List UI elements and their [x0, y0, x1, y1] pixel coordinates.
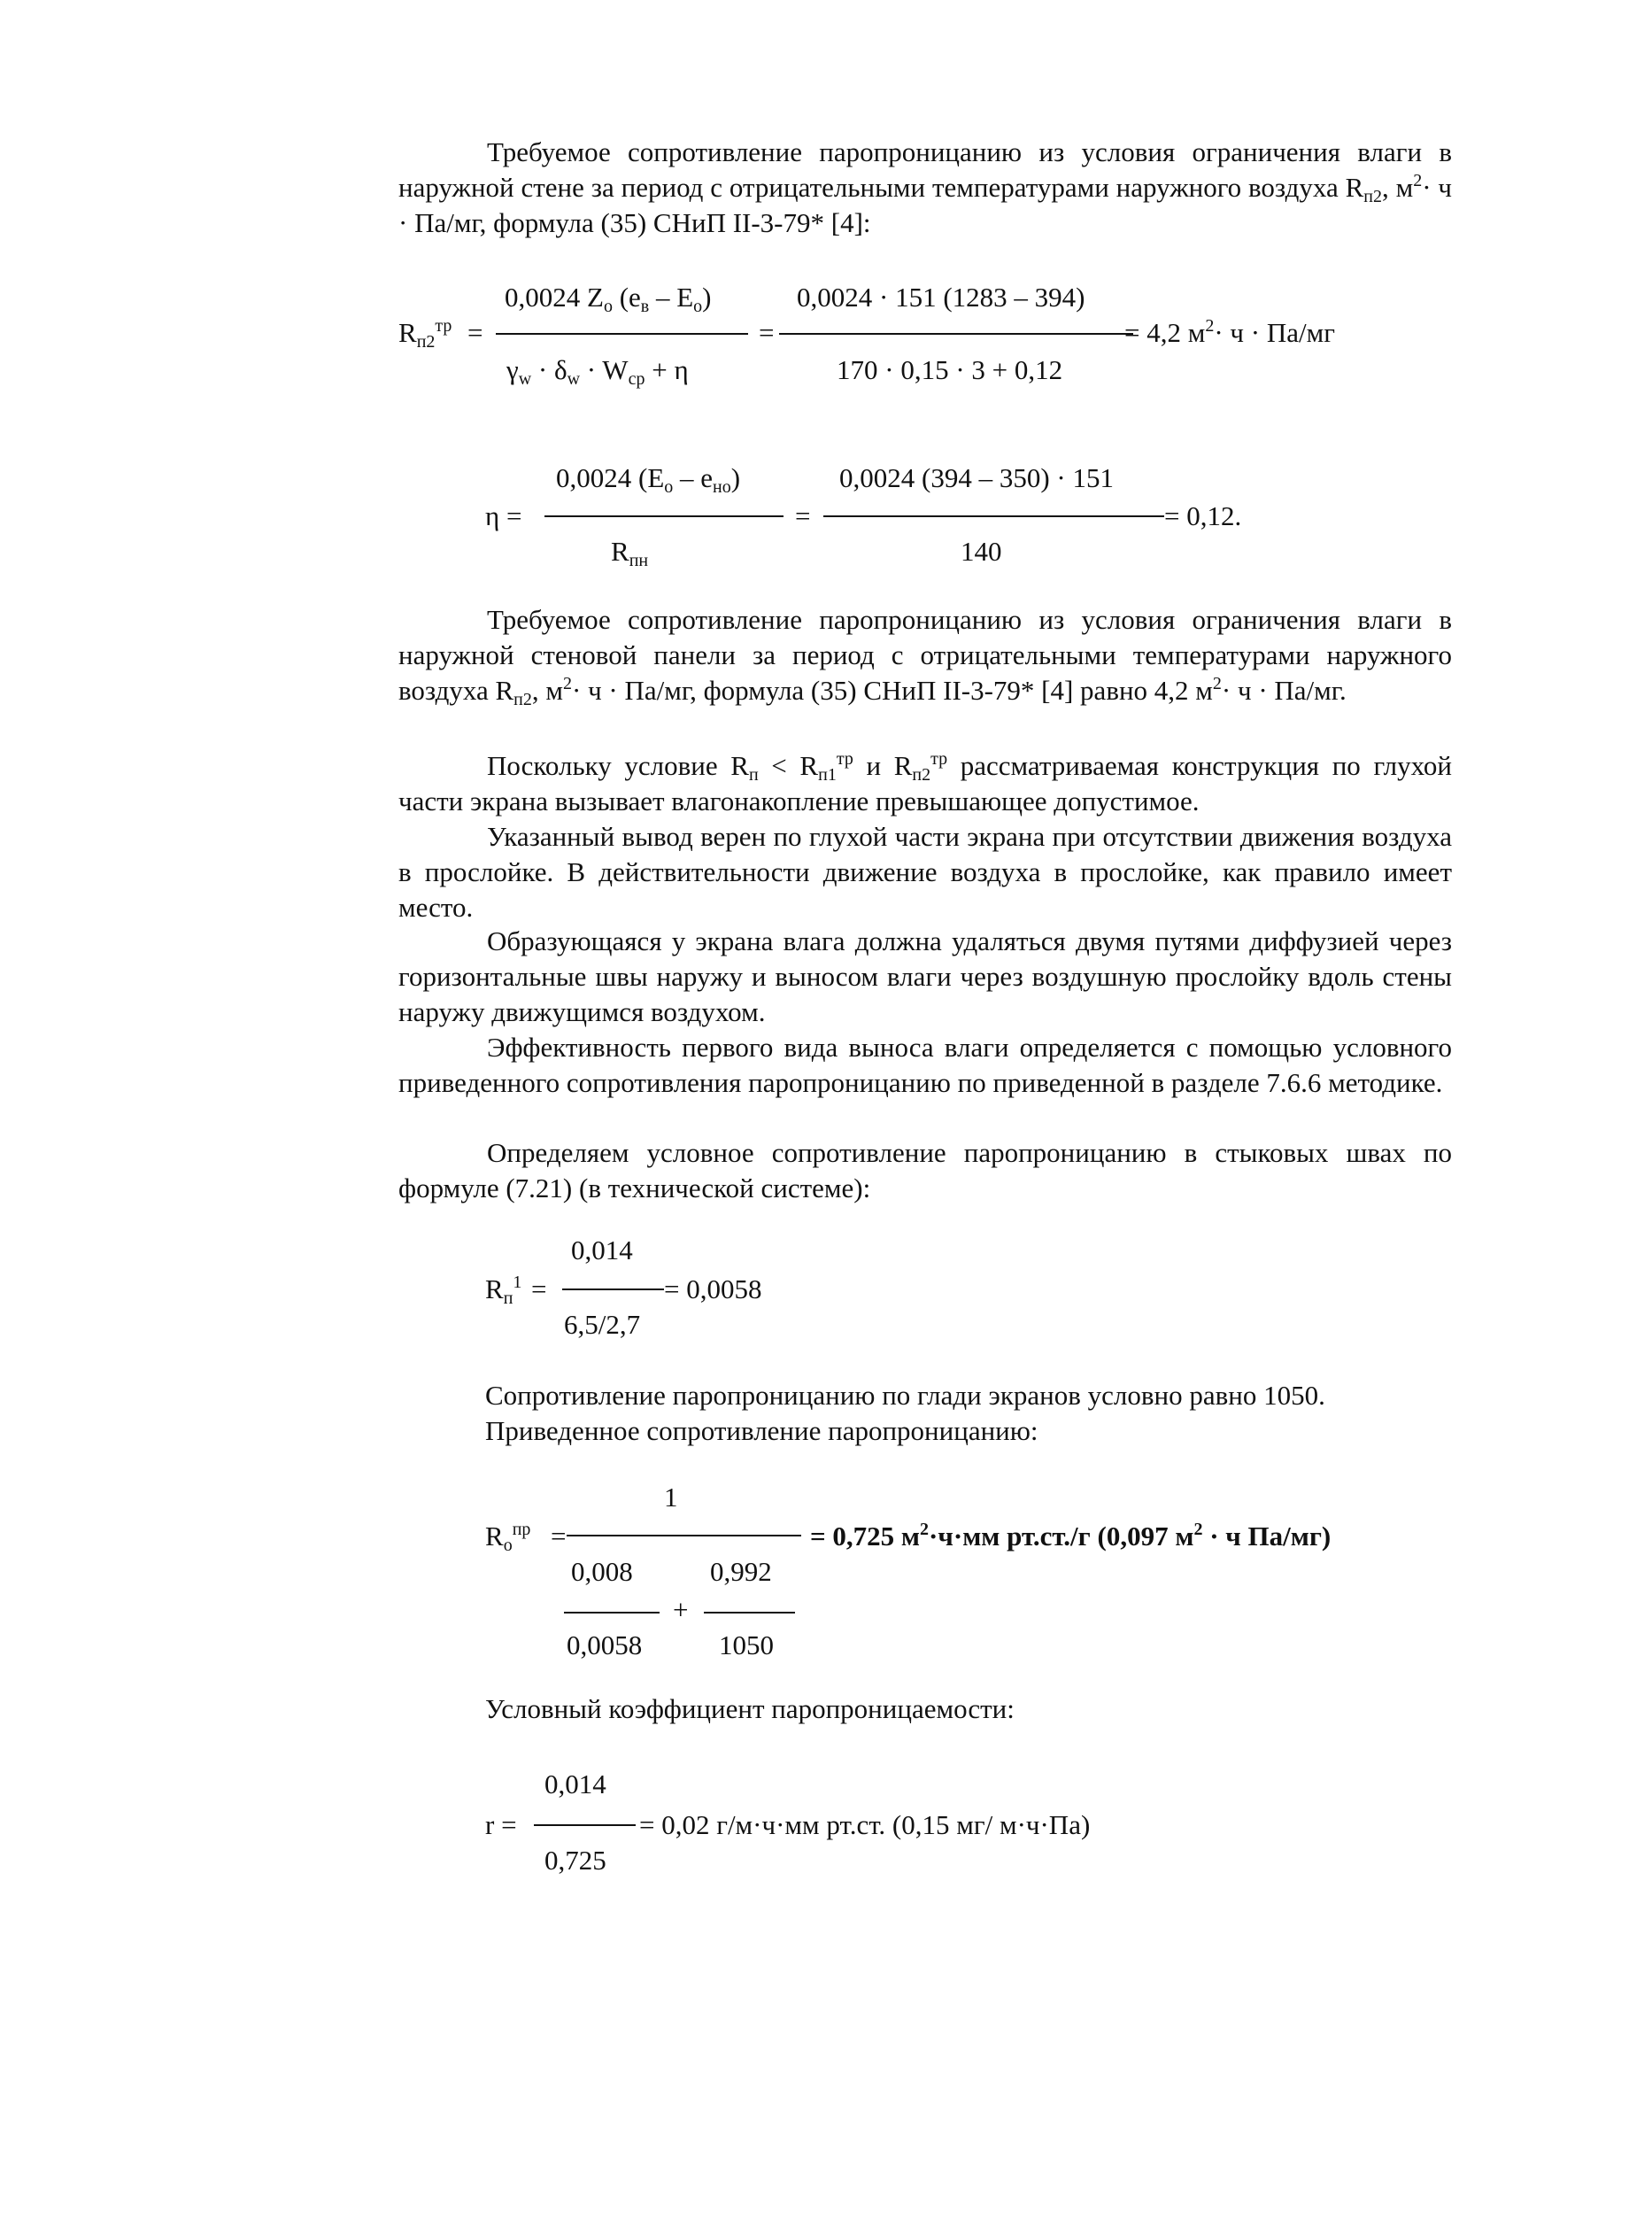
- paragraph-8: Сопротивление паропроницанию по глади экранов условно равно 1050.: [485, 1380, 1325, 1411]
- paragraph-7: Определяем условное сопротивление паропроницанию в стыковых швах по формуле (7.21) (в технической системе):: [398, 1137, 1452, 1203]
- paragraph-6: Эффективность первого вида выноса влаги определяется с помощью условного приведенного сопротивления паропроницанию по приведенной в разделе 7.6.6 методике.: [398, 1032, 1452, 1098]
- paragraph-3: Поскольку условие $R_п < R_{п1}^{тр}$ и $R_{п2}^{тр}$ рассматриваемая конструкция по глухой части экрана вызывает влагонакопление превышающее допустимое.: [398, 749, 1452, 816]
- paragraph-1: Требуемое сопротивление паропроницанию из условия ограничения влаги в наружной стене за период с отрицательными температурами наружного воздуха $R_{п2}$, $м^2\cdot ч \cdot Па/мг$, формула (35) СНиП II-3-79* [4]:: [398, 136, 1452, 238]
- paragraph-9: Приведенное сопротивление паропроницанию:: [485, 1415, 1038, 1446]
- paragraph-5: Образующаяся у экрана влага должна удаляться двумя путями диффузией через горизонтальные швы наружу и выносом влаги через воздушную прослойку вдоль стены наружу движущимся воздухом.: [398, 925, 1452, 1027]
- paragraph-2: Требуемое сопротивление паропроницанию из условия ограничения влаги в наружной стеновой панели за период с отрицательными температурами наружного воздуха $R_{п2}$, $м^2\cdot ч \cdot Па/мг$, формула (35) СНиП II-3-79* [4] равно 4,2 $м^2\cdot ч \cdot Па/мг$.: [398, 604, 1452, 709]
- document-page: Требуемое сопротивление паропроницанию из условия ограничения влаги в наружной стене за период с отрицательными температурами наружного воздуха $R_{п2}$, $м^2\cdot ч \cdot Па/мг$, формула (35) СНиП II-3-79* [4]: $R_{п2}^{тр}$ = 0,0024 $Z_о$ $(e_в - E_о)$ $\gamma_w \cdot \delta_w \cdot W_{ср} + \eta$ = 0,0024 · 151 (1283 – 394) 170 · 0,15 · 3 + 0,12 = 4,2 $м^2\cdot ч \cdot Па/мг$ η = 0,0024 $(E_о - e_{но})$ $R_{пн}$ = 0,0024 (394 – 350) · 151 140 = 0,12. Требуемое сопротивление паропроницанию из условия ограничения влаги в наружной стеновой панели за период с отрицательными температурами наружного воздуха $R_{п2}$, $м^2\cdot ч \cdot Па/мг$, формула (35) СНиП II-3-79* [4] равно 4,2 $м^2\cdot ч \cdot Па/мг$. Поскольку условие $R_п < R_{п1}^{тр}$ и $R_{п2}^{тр}$ рассматриваемая конструкция по глухой части экрана вызывает влагонакопление превышающее допустимое. Указанный вывод верен по глухой части экрана при отсутствии движения воздуха в прослойке. В действительности движение воздуха в прослойке, как правило имеет место. Образующаяся у экрана влага должна удаляться двумя путями диффузией через горизонтальные швы наружу и выносом влаги через воздушную прослойку вдоль стены наружу движущимся воздухом. Эффективность первого вида выноса влаги определяется с помощью условного приведенного сопротивления паропроницанию по приведенной в разделе 7.6.6 методике. Определяем условное сопротивление паропроницанию в стыковых швах по формуле (7.21) (в технической системе): $R_п^1$ = 0,014 6,5/2,7 = 0,0058 Сопротивление паропроницанию по глади экранов условно равно 1050. Приведенное сопротивление паропроницанию: $R_о^{пр}$ = 1 0,008 0,0058 + 0,992 1050 = 0,725 $м^2\cdot ч\cdot мм$ рт.ст./г (0,097 $м^2 \cdot ч$ Па/мг) Условный коэффициент паропроницаемости: r = 0,014 0,725 = 0,02 г/м·ч·мм рт.ст. (0,15 мг/ м·ч·Па): [398, 136, 1452, 1876]
- paragraph-10: Условный коэффициент паропроницаемости:: [485, 1693, 1015, 1724]
- paragraph-4: Указанный вывод верен по глухой части экрана при отсутствии движения воздуха в прослойке. В действительности движение воздуха в прослойке, как правило имеет место.: [398, 821, 1452, 923]
